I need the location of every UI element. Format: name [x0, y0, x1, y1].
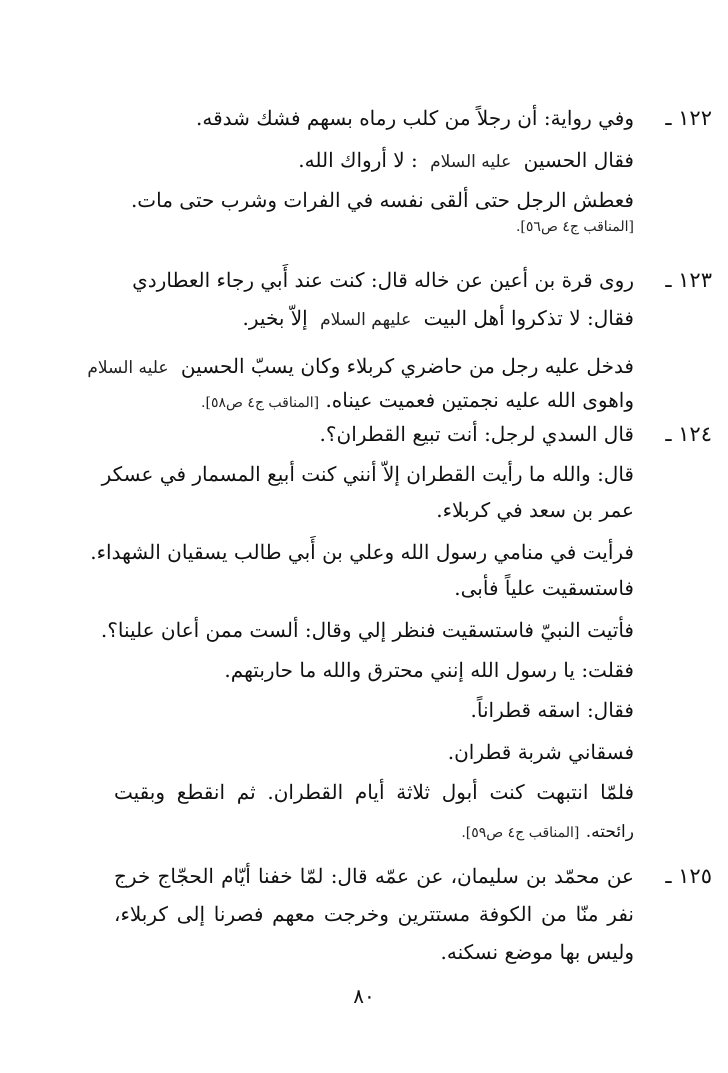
text-line: عمر بن سعد في كربلاء.	[436, 498, 634, 522]
entry-125	[114, 858, 712, 970]
text-line: نفر منّا من الكوفة مستترين وخرجت معهم فصرنا إلى كربلاء،	[114, 902, 634, 926]
text-line: فسقاني شربة قطران.	[447, 740, 634, 764]
text-segment: : لا أرواك الله.	[298, 148, 418, 172]
entry-number: ١٢٢ ـ	[665, 106, 712, 130]
text-segment: فقال الحسين	[523, 148, 634, 172]
entry-number: ١٢٤ ـ	[665, 422, 712, 446]
source-reference: [المناقب ج٤ ص٥٨].	[201, 395, 320, 411]
text-line: وليس بها موضع نسكنه.	[440, 940, 634, 964]
entry-123	[87, 262, 712, 414]
honorific-ligature: عليه السلام	[87, 358, 169, 378]
text-line: عن محمّد بن سليمان، عن عمّه قال: لمّا خفنا أيّام الحجّاج خرج	[114, 864, 634, 888]
text-segment: واهوى الله عليه نجمتين فعميت عيناه.	[325, 388, 634, 412]
text-line: فرأيت في منامي رسول الله وعلي بن أَبي طالب يسقيان الشهداء.	[90, 540, 634, 564]
text-line: قال: والله ما رأيت القطران إلاّ أنني كنت أبيع المسمار في عسكر	[101, 462, 634, 486]
entry-124	[90, 416, 712, 844]
text-segment: فدخل عليه رجل من حاضري كربلاء وكان يسبّ الحسين	[180, 354, 634, 378]
text-line: فأتيت النبيّ فاستسقيت فنظر إلي وقال: ألست ممن أعان علينا؟.	[100, 618, 634, 642]
text-line: وفي رواية: أن رجلاً من كلب رماه بسهم فشك شدقه.	[196, 106, 634, 130]
text-line	[87, 348, 634, 382]
text-line	[114, 382, 634, 414]
text-line	[114, 300, 634, 348]
entry-number: ١٢٥ ـ	[665, 864, 712, 888]
text-line: قال السدي لرجل: أنت تبيع القطران؟.	[319, 422, 634, 446]
text-line: روى قرة بن أعين عن خاله قال: كنت عند أَبي رجاء العطاردي	[132, 268, 634, 292]
text-line: فقال: اسقه قطراناً.	[470, 698, 634, 722]
text-line: فلمّا انتبهت كنت أبول ثلاثة أيام القطران. ثم انقطع وبقيت	[114, 780, 634, 804]
entry-number: ١٢٣ ـ	[665, 268, 712, 292]
entry-122	[114, 100, 712, 238]
text-line: فعطش الرجل حتى ألقى نفسه في الفرات وشرب حتى مات.	[130, 188, 634, 212]
text-line: فقلت: يا رسول الله إنني محترق والله ما حاربتهم.	[224, 658, 634, 682]
text-line	[114, 812, 634, 844]
source-reference: [المناقب ج٤ ص٥٩].	[461, 825, 580, 841]
text-segment: إلاّ بخير.	[242, 306, 308, 330]
text-segment: رائحته.	[585, 822, 634, 842]
text-segment: فقال: لا تذكروا أهل البيت	[423, 306, 634, 330]
honorific-ligature: عليهم السلام	[320, 310, 412, 330]
source-reference: [المناقب ج٤ ص٥٦].	[515, 219, 634, 235]
page-number: ٨٠	[353, 984, 375, 1008]
text-line	[114, 142, 634, 180]
text-line: فاستسقيت علياً فأبى.	[454, 576, 634, 600]
honorific-ligature: عليه السلام	[430, 152, 512, 172]
